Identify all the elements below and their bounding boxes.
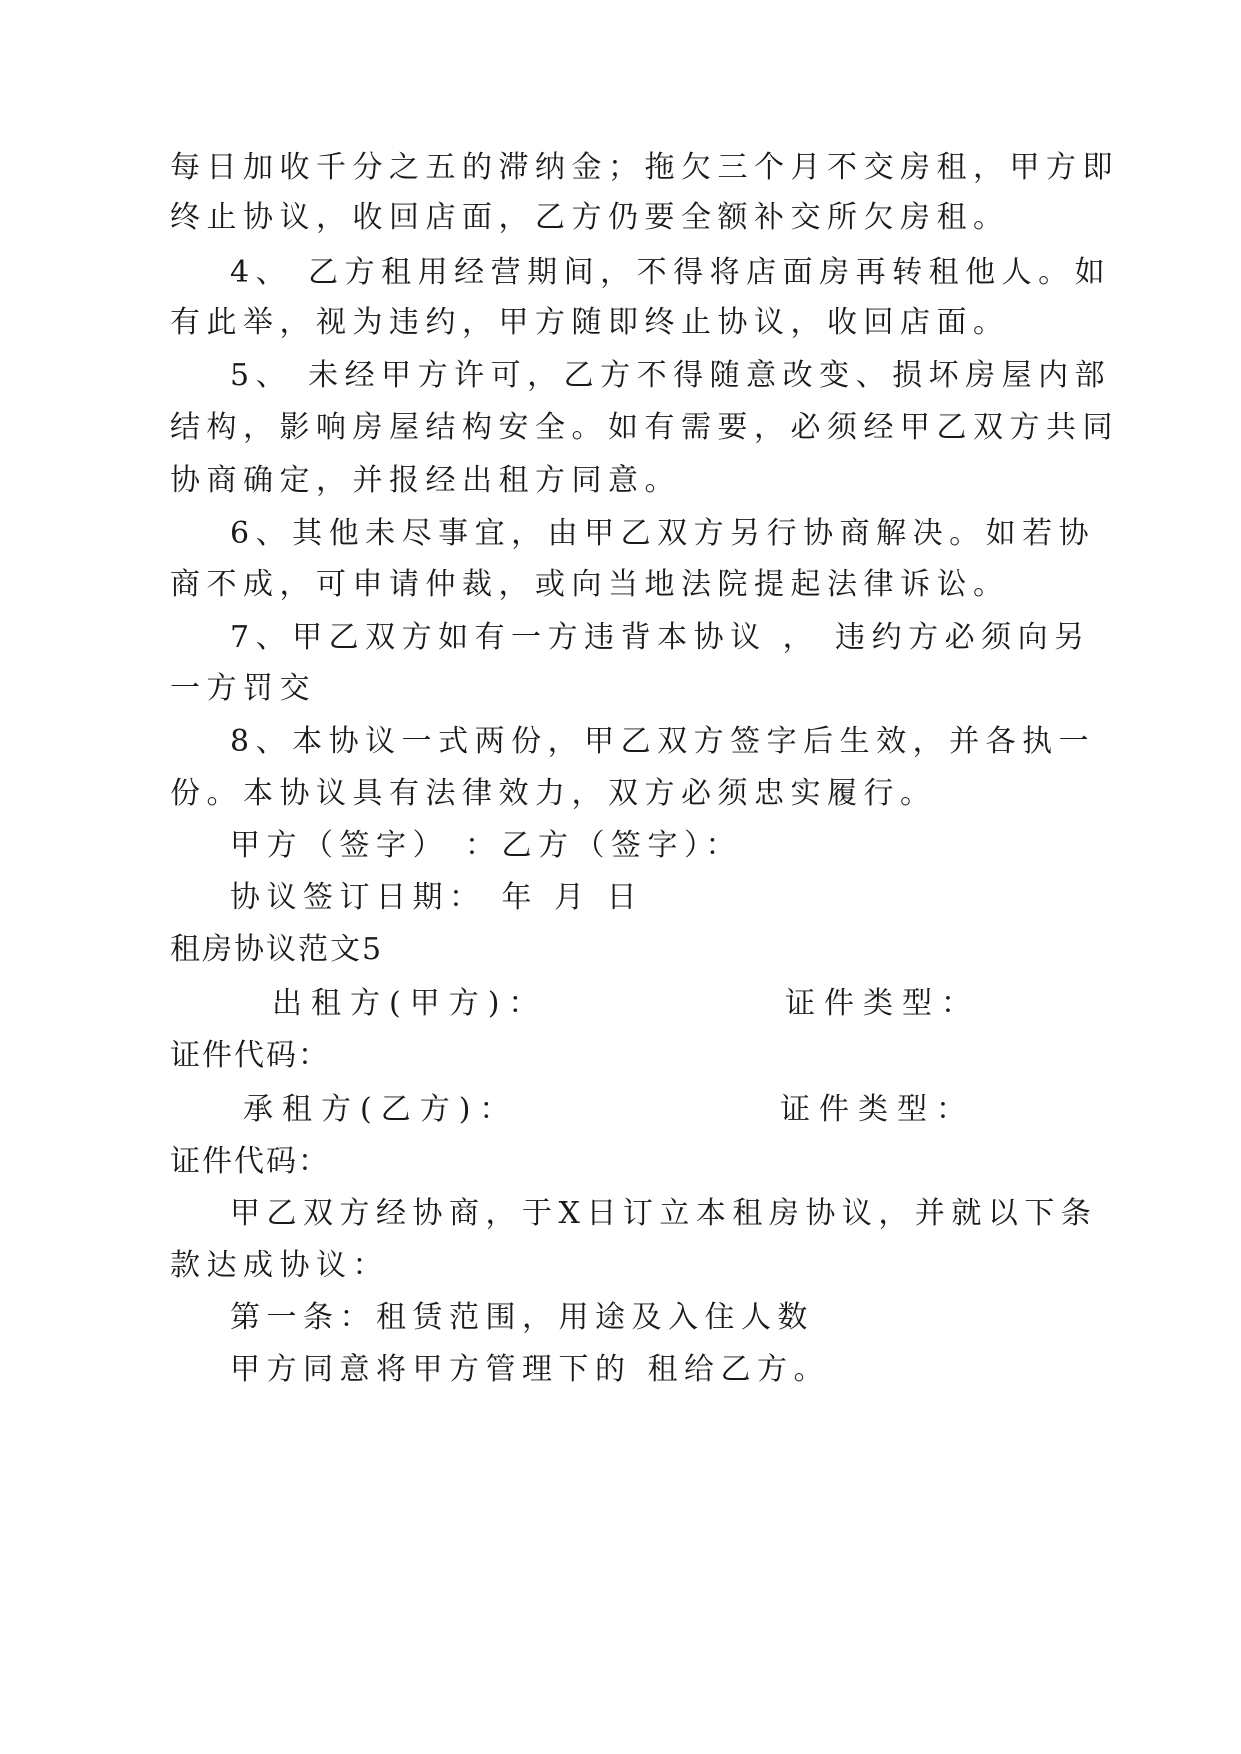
clause-6-line-2: 商不成，可申请仲裁，或向当地法院提起法律诉讼。 [170,567,1010,602]
article-1-title: 第一条：租赁范围，用途及入住人数 [230,1300,814,1335]
section-title: 租房协议范文5 [170,932,384,967]
clause-6-line-1: 6、其他未尽事宜，由甲乙双方另行协商解决。如若协 [230,516,1096,551]
intro-line-1: 甲乙双方经协商，于X日订立本租房协议，并就以下条 [230,1196,1098,1231]
clause-3-line-1: 每日加收千分之五的滞纳金；拖欠三个月不交房租，甲方即 [170,150,1119,185]
sign-date-line: 协议签订日期： 年 月 日 [230,880,644,915]
signature-line: 甲方（签字） ：乙方（签字）： [230,828,743,863]
clause-5-line-3: 协商确定，并报经出租方同意。 [170,463,681,498]
clause-3-line-2: 终止协议，收回店面，乙方仍要全额补交所欠房租。 [170,200,1010,235]
intro-line-2: 款达成协议： [170,1248,389,1283]
clause-7-line-1: 7、甲乙双方如有一方违背本协议 ， 违约方必须向另 [230,620,1091,655]
clause-5-line-1: 5、 未经甲方许可，乙方不得随意改变、损坏房屋内部 [230,358,1112,393]
clause-5-line-2: 结构，影响房屋结构安全。如有需要，必须经甲乙双方共同 [170,410,1119,445]
lessor-label: 出租方(甲方)： [272,986,548,1021]
clause-4-line-2: 有此举，视为违约，甲方随即终止协议，收回店面。 [170,305,1010,340]
clause-8-line-2: 份。本协议具有法律效力，双方必须忠实履行。 [170,776,937,811]
lessee-label: 承租方(乙方)： [243,1092,519,1127]
article-1-text: 甲方同意将甲方管理下的 租给乙方。 [230,1352,831,1387]
lessee-id-type: 证件类型： [780,1092,975,1127]
clause-8-line-1: 8、本协议一式两份，甲乙双方签字后生效，并各执一 [230,724,1096,759]
lessor-id-type: 证件类型： [785,986,980,1021]
lessor-id-code: 证件代码： [170,1038,330,1073]
clause-7-line-2: 一方罚交 [170,671,316,706]
lessee-id-code: 证件代码： [170,1144,330,1179]
clause-4-line-1: 4、 乙方租用经营期间，不得将店面房再转租他人。如 [230,255,1112,290]
